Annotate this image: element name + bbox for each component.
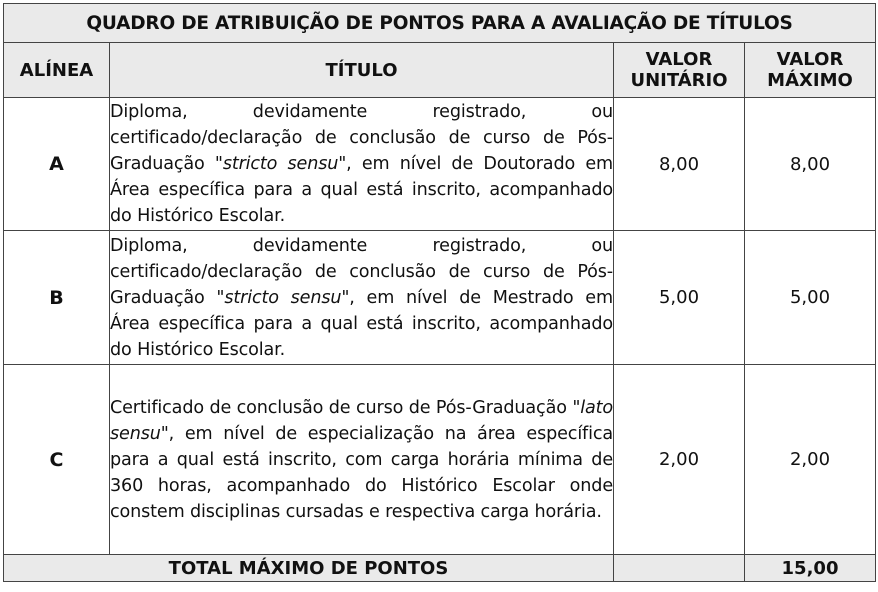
row-valor-maximo: 8,00 (745, 98, 876, 231)
total-label: TOTAL MÁXIMO DE PONTOS (4, 555, 614, 582)
row-valor-unitario: 5,00 (614, 231, 745, 365)
row-titulo (110, 365, 614, 555)
row-valor-unitario: 8,00 (614, 98, 745, 231)
table-row (4, 231, 876, 365)
row-titulo-text-italic: stricto sensu (222, 154, 339, 174)
row-titulo-text-before: Diploma, devidamente registrado, ou certificado/declaração de conclusão de curso de Pós-Graduação " (110, 102, 613, 174)
table-title: QUADRO DE ATRIBUIÇÃO DE PONTOS PARA A AVALIAÇÃO DE TÍTULOS (4, 4, 876, 43)
row-valor-maximo: 2,00 (745, 365, 876, 555)
header-titulo: TÍTULO (110, 43, 614, 98)
header-valor-unitario-line2: UNITÁRIO (630, 70, 728, 91)
points-table (3, 3, 876, 582)
table-title-row (4, 4, 876, 43)
row-titulo-text-after: ", em nível de Doutorado em Área específica para a qual está inscrito, acompanhado do Histórico Escolar. (110, 154, 613, 226)
row-titulo (110, 231, 614, 365)
header-valor-unitario-line1: VALOR (645, 49, 713, 70)
row-titulo-text-before: Diploma, devidamente registrado, ou certificado/declaração de conclusão de curso de Pós-Graduação " (110, 235, 613, 308)
row-titulo-text-after: ", em nível de especialização na área específica para a qual está inscrito, com carga horária mínima de 360 horas, acompanhado do Histórico Escolar onde constem disciplinas cursadas e respectiva carga horária. (110, 423, 613, 522)
header-valor-maximo-line1: VALOR (776, 49, 844, 70)
table-row (4, 98, 876, 231)
row-alinea: B (4, 231, 110, 365)
row-alinea: C (4, 365, 110, 555)
row-alinea: A (4, 98, 110, 231)
row-titulo-text-after: ", em nível de Mestrado em Área específica para a qual está inscrito, acompanhado do Histórico Escolar. (110, 287, 613, 360)
row-valor-unitario: 2,00 (614, 365, 745, 555)
header-alinea: ALÍNEA (4, 43, 110, 98)
row-valor-maximo: 5,00 (745, 231, 876, 365)
total-row (4, 555, 876, 582)
header-valor-unitario (614, 43, 745, 98)
row-titulo-text-italic: stricto sensu (224, 287, 342, 308)
row-titulo-text-italic: lato sensu (110, 397, 613, 444)
table-row (4, 365, 876, 555)
header-row (4, 43, 876, 98)
total-value: 15,00 (745, 555, 876, 582)
header-valor-maximo-line2: MÁXIMO (767, 70, 853, 91)
total-gap-cell (614, 555, 745, 582)
header-valor-maximo (745, 43, 876, 98)
row-titulo (110, 98, 614, 231)
row-titulo-text-before: Certificado de conclusão de curso de Pós-Graduação " (110, 397, 581, 418)
